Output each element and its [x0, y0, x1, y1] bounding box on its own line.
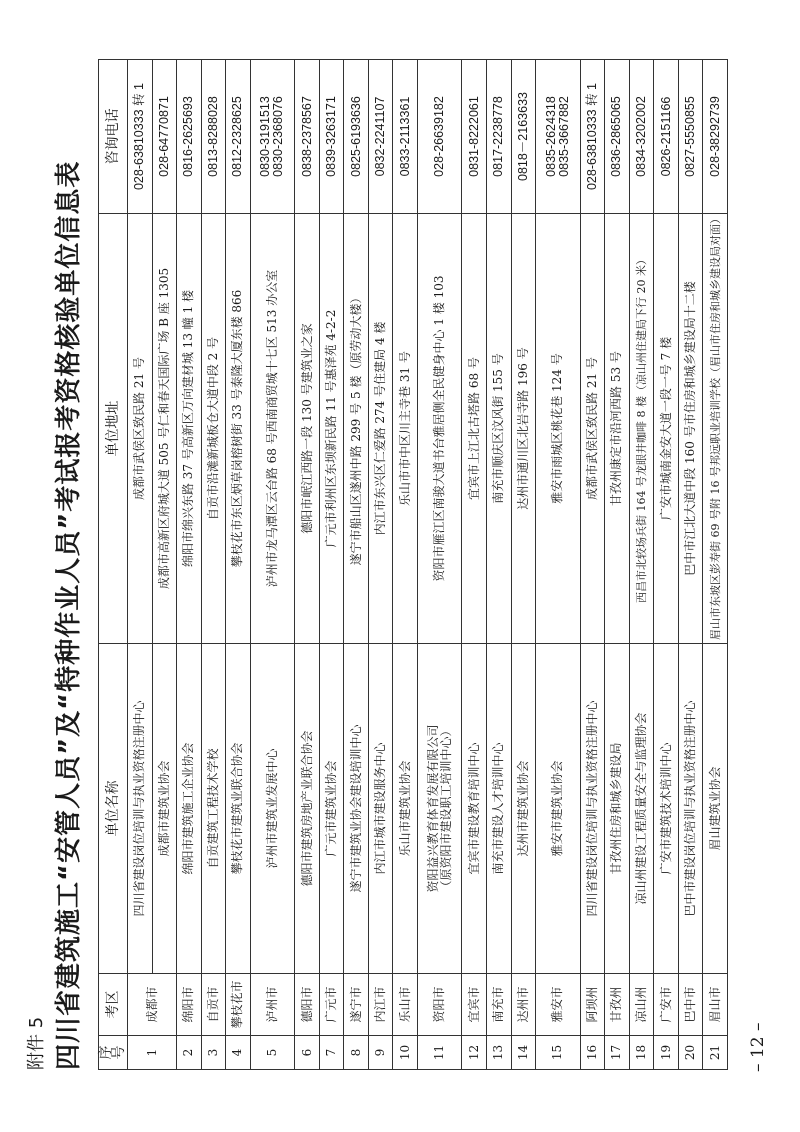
table-row: [319, 60, 344, 1070]
table-row: [629, 60, 654, 1070]
unit-address: 自贡市沿滩新城板仓大道中段 2 号: [201, 214, 226, 644]
contact-phone: 0812-2328625: [226, 60, 251, 214]
table-header-row: [99, 60, 128, 1070]
header-phone: 咨询电话: [99, 60, 128, 214]
row-number: 20: [678, 1036, 703, 1070]
unit-address: 德阳市岷江西路一段 130 号建筑业之家: [295, 214, 320, 644]
unit-address: 宜宾市上江北古塔路 68 号: [462, 214, 487, 644]
unit-address: 甘孜州康定市沿河西路 53 号: [605, 214, 630, 644]
exam-area: 宜宾市: [462, 974, 487, 1036]
unit-name: 攀枝花市建筑业联合协会: [226, 644, 251, 974]
exam-area: 乐山市: [393, 974, 418, 1036]
document-title: 四川省建筑施工“安管人员”及“特种作业人员”考试报考资格核验单位信息表: [54, 160, 84, 1070]
table-row: [128, 60, 153, 1070]
unit-name: 四川省建设岗位培训与执业资格注册中心: [580, 644, 605, 974]
exam-area: 内江市: [368, 974, 393, 1036]
table-row: [201, 60, 226, 1070]
contact-phone: 0830-3191513 0830-2368076: [250, 60, 295, 214]
unit-name: 南充市建设人才培训中心: [487, 644, 512, 974]
row-number: 9: [368, 1036, 393, 1070]
table-row: [580, 60, 605, 1070]
unit-address: 达州市通川区北岩寺路 196 号: [511, 214, 536, 644]
unit-name: 巴中市建设岗位培训与执业资格注册中心: [678, 644, 703, 974]
row-number: 14: [511, 1036, 536, 1070]
unit-name: 泸州市建筑业发展中心: [250, 644, 295, 974]
unit-address: 成都市武侯区致民路 21 号: [128, 214, 153, 644]
unit-name: 乐山市建筑业协会: [393, 644, 418, 974]
exam-area: 南充市: [487, 974, 512, 1036]
contact-phone: 0817-2238778: [487, 60, 512, 214]
row-number: 15: [536, 1036, 581, 1070]
unit-name: 四川省建设岗位培训与执业资格注册中心: [128, 644, 153, 974]
contact-phone: 0839-3263171: [319, 60, 344, 214]
table-row: [511, 60, 536, 1070]
unit-name: 甘孜州住房和城乡建设局: [605, 644, 630, 974]
exam-area: 自贡市: [201, 974, 226, 1036]
table-row: [295, 60, 320, 1070]
row-number: 10: [393, 1036, 418, 1070]
exam-area: 广安市: [654, 974, 679, 1036]
contact-phone: 0838-2378567: [295, 60, 320, 214]
unit-address: 攀枝花市东区炳草岗榕树街 33 号泰隆大厦东楼 866: [226, 214, 251, 644]
unit-name: 资阳益兴教育体育发展有限公司 （原资阳市建设职工培训中心）: [417, 644, 462, 974]
contact-phone: 0834-3202002: [629, 60, 654, 214]
contact-phone: 0825-6193636: [344, 60, 369, 214]
unit-name: 德阳市建筑房地产业联合协会: [295, 644, 320, 974]
row-number: 13: [487, 1036, 512, 1070]
page-number: – 12 –: [748, 1022, 768, 1072]
table-row: [152, 60, 177, 1070]
table-row: [605, 60, 630, 1070]
unit-name: 自贡建筑工程技术学校: [201, 644, 226, 974]
contact-phone: 0833-2113361: [393, 60, 418, 214]
unit-address: 泸州市龙马潭区云台路 68 号西南商贸城十七区 513 办公室: [250, 214, 295, 644]
exam-area: 泸州市: [250, 974, 295, 1036]
exam-area: 甘孜州: [605, 974, 630, 1036]
header-area: 考区: [99, 974, 128, 1036]
contact-phone: 0813-8288028: [201, 60, 226, 214]
unit-address: 成都市武侯区致民路 21 号: [580, 214, 605, 644]
unit-name: 成都市建筑业协会: [152, 644, 177, 974]
exam-area: 凉山州: [629, 974, 654, 1036]
table-row: [536, 60, 581, 1070]
row-number: 1: [128, 1036, 177, 1070]
contact-phone: 0818－2163633: [511, 60, 536, 214]
unit-name: 绵阳市建筑施工企业协会: [177, 644, 202, 974]
table-row: [226, 60, 251, 1070]
unit-address: 西昌市北较场兵街 164 号龙眼井咖啡 8 楼（凉山州住建局下行 20 米）: [629, 214, 654, 644]
unit-name: 广元市建筑业协会: [319, 644, 344, 974]
contact-phone: 0831-8222061: [462, 60, 487, 214]
exam-area: 成都市: [128, 974, 177, 1036]
table-row: [177, 60, 202, 1070]
header-unit-name: 单位名称: [99, 644, 128, 974]
row-number: 7: [319, 1036, 344, 1070]
info-table: [98, 59, 728, 1070]
unit-address: 巴中市江北大道中段 160 号市住房和城乡建设局十二楼: [678, 214, 703, 644]
row-number: 12: [462, 1036, 487, 1070]
table-row: [393, 60, 418, 1070]
unit-address: 广安市城南金安大道一段一号 7 楼: [654, 214, 679, 644]
unit-address: 绵阳市绵兴东路 37 号高新区万向建材城 13 幢 1 楼: [177, 214, 202, 644]
attachment-label: 附件 5: [26, 1016, 47, 1070]
table-row: [654, 60, 679, 1070]
unit-address: 眉山市东坡区彭寿街 69 号附 16 号邦远职业培训学校（眉山市住房和城乡建设局对面）: [703, 214, 728, 644]
table-row: [703, 60, 728, 1070]
unit-name: 广安市建筑技术培训中心: [654, 644, 679, 974]
exam-area: 巴中市: [678, 974, 703, 1036]
contact-phone: 0836-2865065: [605, 60, 630, 214]
row-number: 8: [344, 1036, 369, 1070]
unit-address: 资阳市雁江区南骏大道书台雅居侧全民健身中心 1 楼 103: [417, 214, 462, 644]
row-number: 2: [177, 1036, 202, 1070]
table-row: [250, 60, 295, 1070]
unit-name: 内江市城市建设服务中心: [368, 644, 393, 974]
unit-address: 内江市东兴区仁爱路 274 号住建局 4 楼: [368, 214, 393, 644]
unit-address: 广元市利州区东坝新民路 11 号惠泽苑 4-2-2: [319, 214, 344, 644]
row-number: 19: [654, 1036, 679, 1070]
row-number: 4: [226, 1036, 251, 1070]
table-row: [487, 60, 512, 1070]
row-number: 5: [250, 1036, 295, 1070]
unit-name: 遂宁市建筑业协会建设培训中心: [344, 644, 369, 974]
contact-phone: 028-26639182: [417, 60, 462, 214]
unit-name: 达州市建筑业协会: [511, 644, 536, 974]
exam-area: 广元市: [319, 974, 344, 1036]
unit-name: 宜宾市建设教育培训中心: [462, 644, 487, 974]
exam-area: 德阳市: [295, 974, 320, 1036]
row-number: 16: [580, 1036, 605, 1070]
unit-name: 雅安市建筑业协会: [536, 644, 581, 974]
contact-phone: 0826-2151166: [654, 60, 679, 214]
contact-phone: 0816-2625693: [177, 60, 202, 214]
header-no: 序号: [99, 1036, 128, 1070]
table-row: [344, 60, 369, 1070]
exam-area: 达州市: [511, 974, 536, 1036]
row-number: 6: [295, 1036, 320, 1070]
table-row: [462, 60, 487, 1070]
unit-address: 乐山市市中区川主寺巷 31 号: [393, 214, 418, 644]
unit-name: 凉山州建设工程质量安全与监理协会: [629, 644, 654, 974]
table-row: [368, 60, 393, 1070]
exam-area: 资阳市: [417, 974, 462, 1036]
contact-phone: 028-38292739: [703, 60, 728, 214]
exam-area: 绵阳市: [177, 974, 202, 1036]
row-number: 21: [703, 1036, 728, 1070]
exam-area: 雅安市: [536, 974, 581, 1036]
unit-address: 成都市高新区府城大道 505 号仁和春天国际广场 B 座 1305: [152, 214, 177, 644]
table-row: [417, 60, 462, 1070]
row-number: 11: [417, 1036, 462, 1070]
exam-area: 阿坝州: [580, 974, 605, 1036]
contact-phone: 0827-5550855: [678, 60, 703, 214]
table-body: [128, 60, 728, 1070]
header-address: 单位地址: [99, 214, 128, 644]
contact-phone: 028-63810333 转 1: [128, 60, 153, 214]
contact-phone: 0835-2624318 0835-3667882: [536, 60, 581, 214]
contact-phone: 028-63810333 转 1: [580, 60, 605, 214]
unit-address: 雅安市雨城区桃花巷 124 号: [536, 214, 581, 644]
exam-area: 遂宁市: [344, 974, 369, 1036]
unit-name: 眉山建筑业协会: [703, 644, 728, 974]
contact-phone: 028-64770871: [152, 60, 177, 214]
row-number: 3: [201, 1036, 226, 1070]
unit-address: 遂宁市船山区遂州中路 299 号 5 楼（原劳动大楼）: [344, 214, 369, 644]
exam-area: 攀枝花市: [226, 974, 251, 1036]
contact-phone: 0832-2241107: [368, 60, 393, 214]
table-row: [678, 60, 703, 1070]
unit-address: 南充市顺庆区汶风街 155 号: [487, 214, 512, 644]
row-number: 18: [629, 1036, 654, 1070]
exam-area: 眉山市: [703, 974, 728, 1036]
row-number: 17: [605, 1036, 630, 1070]
